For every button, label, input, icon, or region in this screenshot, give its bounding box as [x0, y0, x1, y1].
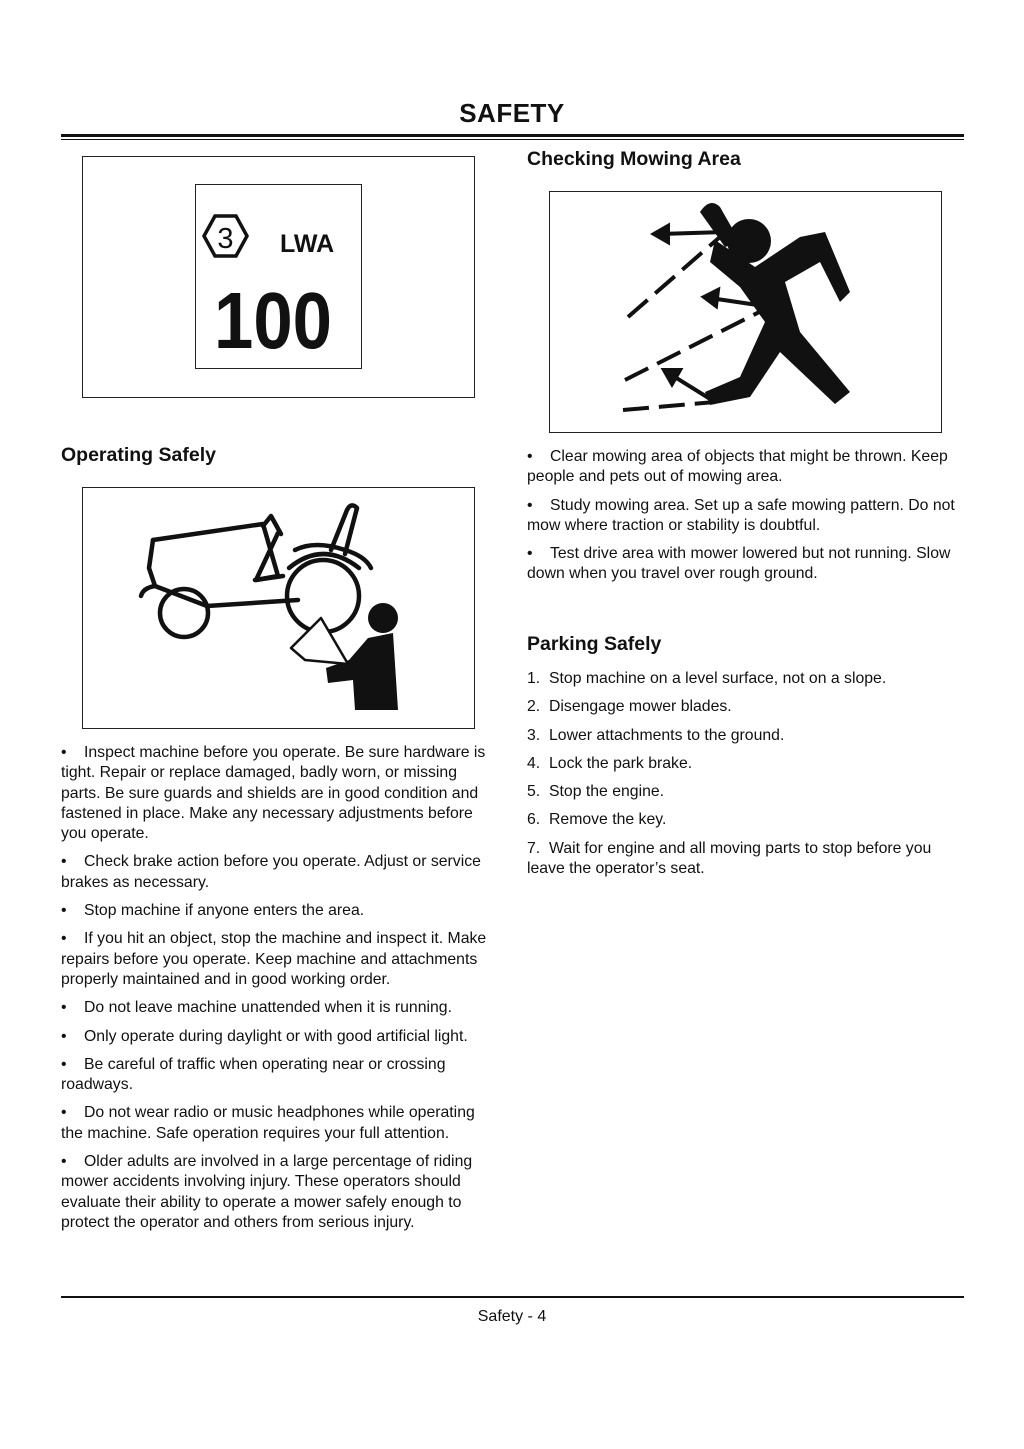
noise-class-number: 3 — [217, 223, 234, 255]
thrown-object-figure — [549, 191, 942, 433]
list-item: • Check brake action before you operate. Adjust or service brakes as necessary. — [61, 853, 481, 891]
list-item: 1. Stop machine on a level surface, not on a slope. — [527, 670, 887, 687]
bullet: • — [61, 1027, 67, 1045]
list-item: • Older adults are involved in a large percentage of riding mower accidents involving injury. These operators should evaluate their ability to operate a mower safely enough to protect the operator and others from serious injury. — [61, 1153, 473, 1231]
parking-list — [527, 669, 964, 887]
list-item: 4. Lock the park brake. — [527, 754, 693, 772]
header-rule — [61, 134, 964, 137]
bullet: • — [61, 930, 67, 948]
bullet: • — [61, 1055, 67, 1073]
inspect-machine-icon — [83, 488, 473, 727]
list-item: 6. Remove the key. — [527, 811, 667, 829]
bullet: • — [61, 902, 67, 920]
bullet: • — [61, 1104, 67, 1122]
list-item: 3. Lower attachments to the ground. — [527, 726, 785, 744]
thrown-object-warning-icon — [550, 192, 940, 431]
parking-heading: Parking Safely — [527, 633, 662, 655]
header-rule-thin — [61, 139, 964, 140]
list-item: • Only operate during daylight or with good artificial light. — [61, 1027, 497, 1047]
operating-list — [61, 743, 497, 1241]
list-item: • Do not wear radio or music headphones while operating the machine. Safe operation requires your full attention. — [61, 1104, 475, 1142]
list-item: • Do not leave machine unattended when it is running. — [61, 998, 497, 1018]
list-item: • Clear mowing area of objects that might be thrown. Keep people and pets out of mowing area. — [527, 448, 948, 486]
checking-list — [527, 447, 964, 593]
list-item: • Test drive area with mower lowered but not running. Slow down when you travel over rough ground. — [527, 545, 951, 583]
operating-heading: Operating Safely — [61, 444, 216, 466]
bullet: • — [61, 1153, 67, 1171]
list-item: • Stop machine if anyone enters the area. — [61, 901, 497, 921]
list-item: 5. Stop the engine. — [527, 783, 665, 801]
noise-class-icon — [196, 185, 361, 368]
list-item: 7. Wait for engine and all moving parts to stop before you leave the operator’s seat. — [527, 839, 932, 878]
noise-label-box — [195, 184, 362, 369]
inspect-machine-figure — [82, 487, 475, 729]
bullet: • — [61, 744, 67, 761]
page-footer: Safety - 4 — [477, 1308, 547, 1325]
noise-value: 100 — [214, 276, 332, 365]
checking-heading: Checking Mowing Area — [527, 148, 741, 170]
bullet: • — [61, 853, 67, 871]
noise-lwa-text: LWA — [280, 230, 335, 258]
bullet: • — [527, 496, 533, 514]
bullet: • — [527, 448, 533, 465]
list-item: 2. Disengage mower blades. — [527, 698, 732, 716]
list-item: • Study mowing area. Set up a safe mowing pattern. Do not mow where traction or stability is doubtful. — [527, 496, 955, 534]
footer-rule — [61, 1296, 964, 1298]
list-item: • If you hit an object, stop the machine and inspect it. Make repairs before you operate. Keep machine and attachments properly maintained and in good working order. — [61, 930, 487, 988]
noise-label-figure — [82, 156, 475, 398]
bullet: • — [61, 999, 67, 1017]
list-item: • Inspect machine before you operate. Be sure hardware is tight. Repair or replace damaged, badly worn, or missing parts. Be sure guards and shields are in good condition and fastened in place. Make any necessary adjustments before you operate. — [61, 744, 486, 843]
list-item: • Be careful of traffic when operating near or crossing roadways. — [61, 1055, 446, 1094]
bullet: • — [527, 545, 533, 563]
page-title: SAFETY — [459, 98, 565, 128]
